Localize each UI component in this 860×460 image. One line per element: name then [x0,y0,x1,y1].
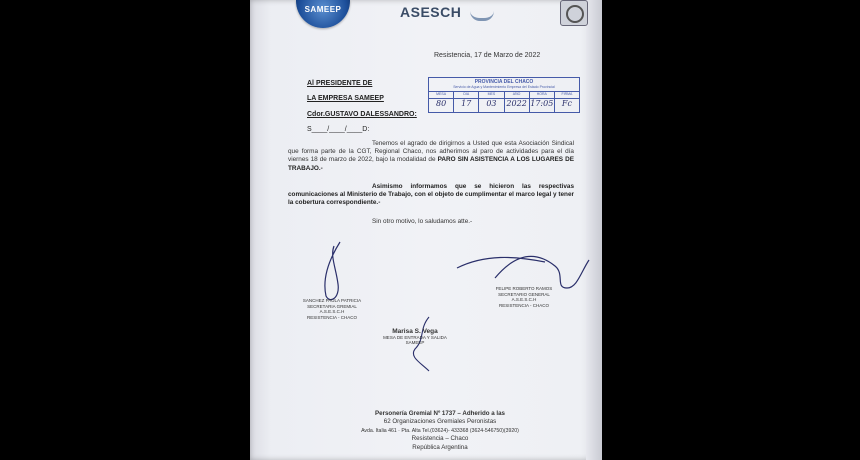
right-signer-place: RESISTENCIA - CHACO [498,302,549,308]
page-edge [586,0,602,460]
stamp-col-mes: MES [479,92,504,99]
document-page [250,0,602,460]
left-signer-place: RESISTENCIA - CHACO [306,314,357,320]
left-signature-block [292,298,372,320]
footer-line-4: Resistencia – Chaco [411,435,469,443]
stamp-subtitle: Servicio de Agua y Mantenimiento Empresa del Estado Provincial [453,85,555,89]
stamp-col-mesa: MESA [429,92,454,99]
stamp-val-anio: 2022 [505,99,530,112]
union-emblem-icon [560,0,588,26]
stamp-title: PROVINCIA DEL CHACO [474,79,534,85]
stamp-col-hora: HORA [530,92,555,99]
stamp-val-firma: Fc [561,99,572,108]
stamp-col-firma: FIRMA [561,92,573,96]
right-signer-role: SECRETARIO GENERAL [498,291,550,297]
recipient-line-3: Cdor.GUSTAVO DALESSANDRO: [307,111,417,118]
footer [340,410,540,452]
stamp-val-hora: 17:05 [530,99,555,112]
stamp-col-anio: AÑO [505,92,530,99]
right-signature-block [484,286,564,308]
stamp-val-mes: 03 [479,99,504,112]
date-line: Resistencia, 17 de Marzo de 2022 [434,52,541,59]
receipt-signer-org: SAMEEP [405,340,425,345]
receipt-signature-block [380,328,450,345]
right-signer-name: FELIPE ROBERTO RAMOS [495,286,553,291]
paragraph-3: Sin otro motivo, lo saludamos atte.- [372,218,473,225]
right-signer-org: A.S.E.S.C.H [511,297,537,302]
left-signer-name: SANCHEZ PAULA PATRICIA [302,298,362,303]
paragraph-1-text: Tenemos el agrado de dirigirnos a Usted que esta Asociación Sindical que forma parte de la CGT, Regional Chaco, nos adherimos al paro de actividades para el día viernes 18 de marzo de 2022, bajo la modalidad de [288,140,574,164]
left-signer-org: A.S.E.S.C.H [319,309,345,314]
sameep-logo-text: SAMEEP [304,5,342,14]
stamp-val-mesa: 80 [429,99,454,112]
stamp-val-dia: 17 [454,99,479,112]
receipt-signature-scribble [385,315,445,375]
recipient-line-1: Al PRESIDENTE DE [307,80,373,87]
stamp-col-dia: DIA [454,92,479,99]
footer-line-3: Avda. Italia 461 · Pta. Alta Tel.(03624)- 433368 (3624-546750)(3920) [361,427,519,434]
asesch-logo: ASESCH [400,4,462,20]
recipient-line-4: S____/____/____D: [307,126,370,133]
left-signer-role: SECRETARIA GREMIAL [307,303,357,309]
paragraph-1-bold: PARO SIN ASISTENCIA A LOS LUGARES DE TRABAJO.- [288,156,574,172]
paragraph-2: Asimismo informamos que se hicieron las respectivas comunicaciones al Ministerio de Trabajo, con el objeto de cumplimentar el marco legal y tener la cobertura correspondiente.- [288,183,574,207]
paragraph-1 [288,140,574,173]
reception-stamp [428,77,580,113]
footer-line-1: Personería Gremial Nº 1737 – Adherido a las [375,410,505,417]
receipt-signer-name: Marisa S. Vega [392,328,438,335]
receipt-signer-role: MESA DE ENTRADA Y SALIDA [383,335,447,340]
stamp-values-row [429,98,579,112]
recipient-line-2: LA EMPRESA SAMEEP [307,95,384,102]
footer-line-2: 62 Organizaciones Gremiales Peronistas [383,418,497,426]
footer-line-5: República Argentina [412,443,468,451]
